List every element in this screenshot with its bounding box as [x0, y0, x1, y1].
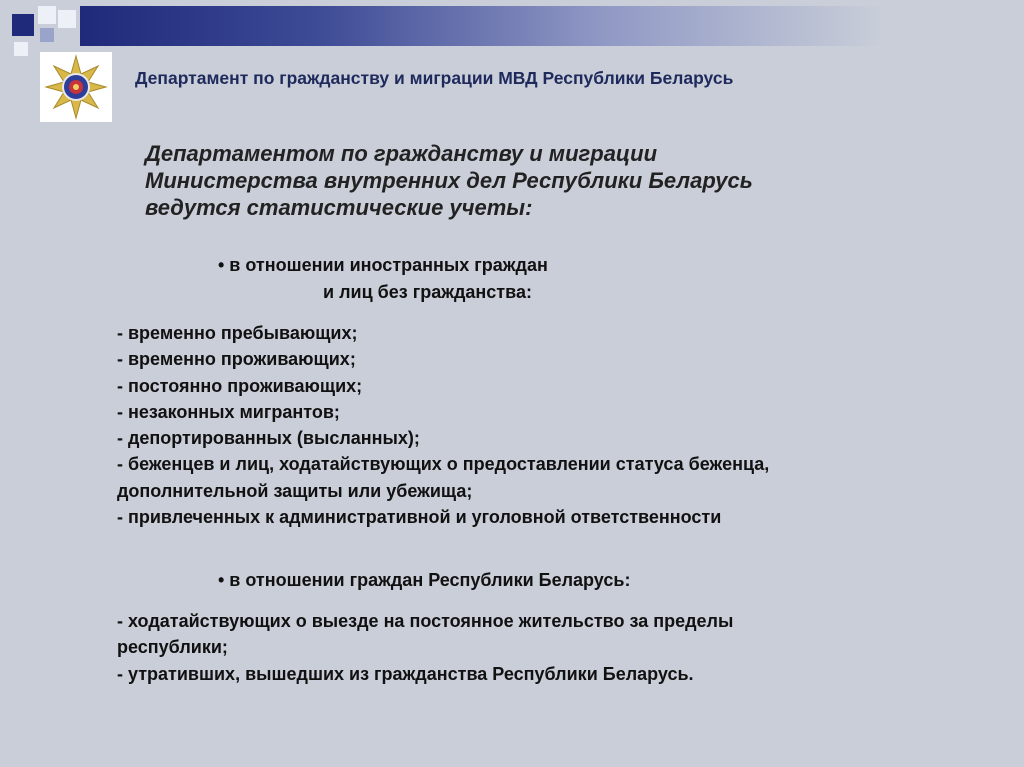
decor-square	[14, 42, 28, 56]
decor-square	[12, 14, 34, 36]
section1-heading: • в отношении иностранных граждан	[218, 255, 548, 275]
emblem-icon	[40, 52, 112, 122]
list-item: - беженцев и лиц, ходатайствующих о предоставлении статуса беженца,	[117, 454, 770, 475]
list-item: - незаконных мигрантов;	[117, 401, 340, 422]
logo	[40, 52, 112, 122]
list-item: республики;	[117, 637, 228, 658]
decor-square	[40, 28, 54, 42]
list-item: - временно проживающих;	[117, 349, 356, 370]
list-item: - депортированных (высланных);	[117, 428, 420, 449]
list-item: - привлеченных к административной и уголовной ответственности	[117, 507, 722, 528]
decor-square	[58, 10, 76, 28]
decor-square	[38, 6, 56, 24]
list-item: - ходатайствующих о выезде на постоянное жительство за пределы	[117, 611, 734, 631]
intro-line: Министерства внутренних дел Республики Беларусь	[145, 168, 753, 193]
section1-heading-cont: и лиц без гражданства:	[323, 282, 532, 302]
header-gradient-bar	[80, 6, 1024, 46]
intro-line: Департаментом по гражданству и миграции	[145, 141, 658, 166]
list-item: - утративших, вышедших из гражданства Республики Беларусь.	[117, 663, 694, 684]
list-item: - временно пребывающих;	[117, 323, 358, 343]
intro-line: ведутся статистические учеты:	[145, 195, 533, 220]
department-title: Департамент по гражданству и миграции МВД Республики Беларусь	[135, 68, 734, 88]
section2-list	[117, 608, 733, 687]
list-item: дополнительной защиты или убежища;	[117, 480, 473, 501]
list-item: - постоянно проживающих;	[117, 375, 363, 396]
intro-text	[145, 140, 753, 221]
section2-heading: • в отношении граждан Республики Беларусь:	[218, 570, 631, 590]
section1-list	[117, 320, 769, 530]
